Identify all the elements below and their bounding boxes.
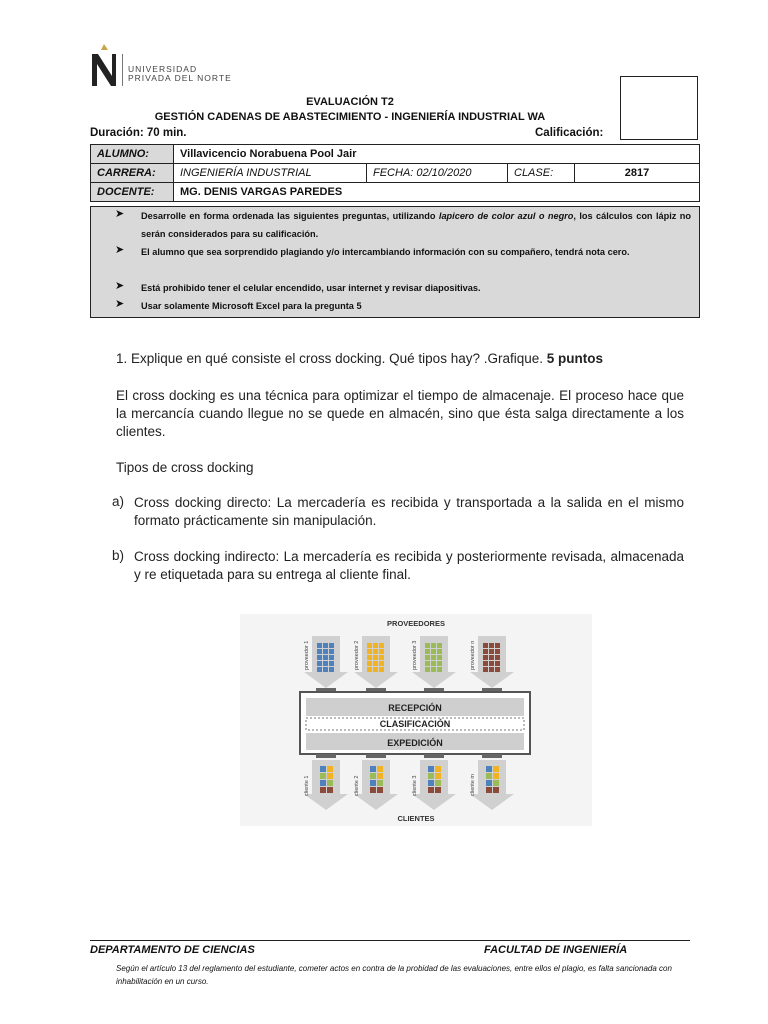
client-box	[486, 787, 492, 793]
client-box	[320, 787, 326, 793]
supplier-box	[437, 661, 442, 666]
item-b-text: Cross docking indirecto: La mercadería es recibida y posteriormente revisada, almacenada y re etiquetada para su entrega al cliente final.	[134, 549, 684, 582]
dock-door	[424, 754, 444, 758]
client-label: cliente 2	[354, 775, 360, 796]
supplier-label: proveedor n	[470, 640, 476, 670]
client-box	[428, 766, 434, 772]
supplier-box	[373, 643, 378, 648]
client-box	[486, 780, 492, 786]
client-box	[435, 780, 441, 786]
client-box	[377, 773, 383, 779]
docente-row	[91, 183, 700, 202]
rule-2: El alumno que sea sorprendido plagiando y/o intercambiando información con su compañero, tendrá nota cero.	[141, 247, 630, 257]
rule-3: Está prohibido tener el celular encendido, usar internet y revisar diapositivas.	[141, 283, 481, 293]
client-box	[377, 766, 383, 772]
supplier-box	[483, 667, 488, 672]
supplier-box	[425, 667, 430, 672]
question-1-points: 5 puntos	[546, 351, 603, 366]
supplier-box	[323, 667, 328, 672]
diagram-bottom-label: CLIENTES	[397, 814, 435, 823]
diagram-clasificacion: CLASIFICACIÓN	[379, 719, 451, 729]
supplier-box	[379, 667, 384, 672]
supplier-box	[483, 649, 488, 654]
client-box	[435, 766, 441, 772]
client-box	[327, 787, 333, 793]
supplier-box	[379, 655, 384, 660]
client-box	[377, 787, 383, 793]
paragraph-definition: El cross docking es una técnica para optimizar el tiempo de almacenaje. El proceso hace que la mercancía cuando llegue no se quede en almacén, sino que ésta salga directamente a los clientes.	[116, 388, 684, 439]
supplier-box	[483, 643, 488, 648]
supplier-box	[367, 655, 372, 660]
supplier-box	[489, 655, 494, 660]
supplier-box	[329, 649, 334, 654]
supplier-box	[489, 661, 494, 666]
carrera-value: INGENIERÍA INDUSTRIAL	[174, 164, 367, 183]
client-box	[370, 773, 376, 779]
supplier-box	[495, 667, 500, 672]
diagram-top-label: PROVEEDORES	[387, 619, 445, 628]
supplier-box	[317, 643, 322, 648]
supplier-box	[367, 667, 372, 672]
client-box	[428, 773, 434, 779]
types-title: Tipos de cross docking	[116, 460, 254, 475]
supplier-box	[437, 655, 442, 660]
supplier-box	[425, 643, 430, 648]
question-1-text: 1. Explique en qué consiste el cross docking. Qué tipos hay? .Grafique.	[116, 351, 547, 366]
client-box	[370, 780, 376, 786]
rule-4: Usar solamente Microsoft Excel para la pregunta 5	[141, 301, 362, 311]
carrera-label: CARRERA:	[91, 164, 174, 183]
fecha-value: FECHA: 02/10/2020	[367, 164, 508, 183]
client-box	[486, 773, 492, 779]
supplier-box	[373, 667, 378, 672]
exam-title: EVALUACIÓN T2	[306, 96, 394, 108]
supplier-box	[379, 649, 384, 654]
client-box	[486, 766, 492, 772]
client-box	[493, 766, 499, 772]
supplier-box	[367, 649, 372, 654]
alumno-label: ALUMNO:	[91, 145, 174, 164]
docente-label: DOCENTE:	[91, 183, 174, 202]
dock-door	[482, 754, 502, 758]
rules-box	[90, 206, 700, 318]
logo-line-2: PRIVADA DEL NORTE	[128, 73, 232, 83]
supplier-box	[495, 661, 500, 666]
client-label: cliente m	[470, 773, 476, 796]
supplier-box	[425, 649, 430, 654]
cross-docking-diagram	[240, 614, 592, 826]
bullet-icon: ➤	[115, 298, 125, 310]
supplier-box	[317, 649, 322, 654]
client-box	[493, 773, 499, 779]
supplier-box	[431, 649, 436, 654]
client-box	[435, 787, 441, 793]
supplier-box	[317, 655, 322, 660]
bullet-icon: ➤	[115, 244, 125, 256]
client-box	[320, 773, 326, 779]
supplier-box	[323, 661, 328, 666]
bullet-icon: ➤	[115, 280, 125, 292]
grade-box	[620, 76, 698, 140]
supplier-box	[317, 661, 322, 666]
rule-1-a: Desarrolle en forma ordenada las siguientes preguntas, utilizando	[141, 211, 439, 221]
logo-text	[128, 65, 232, 83]
client-box	[428, 787, 434, 793]
supplier-label: proveedor 3	[412, 640, 418, 670]
supplier-box	[495, 655, 500, 660]
footer-faculty: FACULTAD DE INGENIERÍA	[484, 944, 628, 956]
client-box	[327, 780, 333, 786]
clase-value: 2817	[575, 164, 700, 183]
supplier-box	[431, 643, 436, 648]
clase-label: CLASE:	[508, 164, 575, 183]
supplier-box	[329, 661, 334, 666]
supplier-box	[425, 655, 430, 660]
alumno-value: Villavicencio Norabuena Pool Jair	[174, 145, 700, 164]
rule-1-c: , los cálculos con lápiz no serán considerados para su calificación.	[141, 211, 692, 239]
duration-label: Duración: 70 min.	[90, 127, 187, 139]
client-box	[435, 773, 441, 779]
supplier-box	[317, 667, 322, 672]
supplier-box	[373, 655, 378, 660]
client-box	[327, 773, 333, 779]
carrera-row	[91, 164, 700, 183]
supplier-box	[425, 661, 430, 666]
supplier-box	[489, 649, 494, 654]
supplier-box	[431, 667, 436, 672]
client-box	[320, 766, 326, 772]
client-box	[428, 780, 434, 786]
supplier-box	[323, 649, 328, 654]
supplier-box	[431, 661, 436, 666]
supplier-box	[483, 661, 488, 666]
student-info-table	[90, 144, 700, 202]
rule-1-b: lapicero de color azul o negro	[438, 211, 574, 221]
supplier-box	[489, 643, 494, 648]
supplier-box	[329, 643, 334, 648]
supplier-label: proveedor 2	[354, 640, 360, 670]
dock-door	[366, 754, 386, 758]
client-label: cliente 3	[412, 775, 418, 796]
client-box	[377, 780, 383, 786]
supplier-box	[367, 661, 372, 666]
supplier-box	[379, 643, 384, 648]
exam-subtitle: GESTIÓN CADENAS DE ABASTECIMIENTO - INGENIERÍA INDUSTRIAL WA	[154, 111, 546, 123]
alumno-row	[91, 145, 700, 164]
diagram-expedicion: EXPEDICIÓN	[387, 738, 443, 748]
supplier-box	[373, 649, 378, 654]
supplier-box	[489, 667, 494, 672]
supplier-box	[495, 643, 500, 648]
supplier-box	[367, 643, 372, 648]
supplier-box	[329, 667, 334, 672]
diagram-recepcion: RECEPCIÓN	[388, 703, 442, 713]
client-box	[320, 780, 326, 786]
supplier-box	[323, 655, 328, 660]
docente-value: MG. DENIS VARGAS PAREDES	[174, 183, 700, 202]
supplier-box	[329, 655, 334, 660]
client-box	[327, 766, 333, 772]
grade-label: Calificación:	[535, 127, 604, 139]
item-a-text: Cross docking directo: La mercadería es recibida y transportada a la salida en el mismo formato prácticamente sin manipulación.	[134, 495, 684, 528]
client-box	[493, 787, 499, 793]
client-box	[493, 780, 499, 786]
supplier-box	[495, 649, 500, 654]
client-box	[370, 787, 376, 793]
dock-door	[316, 754, 336, 758]
supplier-label: proveedor 1	[304, 640, 310, 670]
supplier-box	[437, 667, 442, 672]
item-a-label: a)	[112, 494, 125, 509]
footer-department: DEPARTAMENTO DE CIENCIAS	[90, 944, 255, 956]
rule-1	[141, 207, 691, 243]
item-b-label: b)	[112, 548, 125, 563]
supplier-box	[437, 649, 442, 654]
client-label: cliente 1	[304, 775, 310, 796]
logo-line-1: UNIVERSIDAD	[128, 64, 198, 74]
bullet-icon: ➤	[115, 208, 125, 220]
footer-divider	[90, 940, 690, 941]
supplier-box	[437, 643, 442, 648]
footer-note: Según el artículo 13 del reglamento del estudiante, cometer actos en contra de la probidad de las evaluaciones, entre ellos el plagio, es falta sancionada con inhabilitación en un curso.	[116, 964, 672, 986]
supplier-box	[379, 661, 384, 666]
supplier-box	[431, 655, 436, 660]
supplier-box	[323, 643, 328, 648]
question-1	[116, 350, 684, 368]
supplier-box	[483, 655, 488, 660]
supplier-box	[373, 661, 378, 666]
client-box	[370, 766, 376, 772]
